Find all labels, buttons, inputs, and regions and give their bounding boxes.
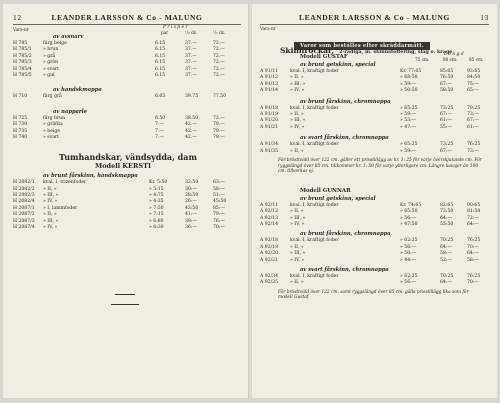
col-par: par — [161, 30, 169, 35]
price-row — [13, 135, 241, 141]
price-3: 72.— — [213, 66, 225, 72]
price-1: » 62:25 — [400, 274, 418, 280]
price-1: » 59:— — [400, 111, 417, 117]
col-dozen: ¹/₁ dz. — [213, 30, 226, 35]
description: » II, » — [290, 111, 304, 117]
price-2: 82:65 — [440, 202, 454, 208]
article-number: A 92/21 — [260, 257, 279, 263]
price-group — [260, 203, 489, 229]
article-number: A 92/12 — [260, 209, 279, 215]
price-3: 72.— — [213, 115, 225, 121]
price-1: » 47:— — [400, 124, 417, 130]
price-3: 93:65 — [467, 69, 481, 74]
price-row — [260, 258, 489, 264]
article-number: A 92/19 — [260, 244, 279, 250]
description: kval. I, kraftigt foder — [290, 202, 339, 208]
price-2: 67:— — [440, 148, 452, 154]
col-85: 85 cm. — [469, 57, 484, 62]
price-1: » 44:— — [400, 257, 417, 263]
price-2: 70:25 — [440, 274, 454, 280]
title-subtext: 2-radiga, m. skinnstoffering, slag o. krage — [339, 49, 453, 55]
price-1: 7.— — [155, 128, 164, 134]
price-3: 61:— — [467, 124, 479, 130]
right-header — [260, 12, 489, 25]
title-text: Skinnrockar, — [280, 46, 334, 55]
price-1: » 62:25 — [400, 238, 418, 244]
price-1: » 4:35 — [149, 199, 164, 205]
price-3: 79.— — [213, 128, 225, 134]
price-2: 76:50 — [440, 75, 454, 81]
price-1: 6.15 — [155, 72, 166, 78]
article-number: H 740 — [13, 134, 28, 140]
price-2: 73:25 — [440, 142, 454, 148]
article-number: H 2087/3 — [13, 218, 35, 224]
price-1: » 59:— — [400, 81, 417, 87]
price-2: 61:— — [440, 118, 452, 124]
price-row — [260, 222, 489, 228]
article-number: H 710 — [13, 94, 28, 100]
section-heading: av brunt fårskinn, chromnappa — [300, 231, 391, 238]
price-2: 85:65 — [440, 69, 454, 74]
price-1: » 50:50 — [400, 88, 418, 94]
price-3: 72.— — [213, 53, 225, 59]
article-number: A 91/20 — [260, 118, 279, 124]
price-3: 79:25 — [467, 105, 481, 111]
article-number: A 91/19 — [260, 111, 279, 117]
section-title — [13, 153, 241, 162]
price-1: » 65:25 — [400, 142, 418, 148]
model-row — [260, 54, 489, 62]
article-number: H 725 — [13, 115, 28, 121]
article-number: A 92/11 — [260, 202, 279, 208]
price-3: 45:50 — [213, 199, 227, 205]
article-number: H 785 — [13, 41, 28, 46]
price-3: 73:— — [467, 148, 479, 154]
article-number: H 735 — [13, 128, 28, 134]
separator-line — [115, 294, 135, 295]
price-3: 67:— — [467, 118, 479, 124]
price-group — [260, 274, 489, 287]
price-2: 43:50 — [185, 205, 199, 211]
price-3: 76:25 — [467, 238, 481, 244]
pricing-note: För brösttvidd över 122 cm. gäller ett prisstillägg av kr. 1: 25 för varje överskjutande cm. För ryggslängd över 85 cm. tillkommer kr. 1: 50 för varje ytterligare cm. Längre kavajer än 100 cm. tillverkas ej. — [278, 157, 482, 175]
price-group — [13, 116, 241, 142]
description: färg beige — [43, 41, 67, 46]
price-1: » 65:50 — [400, 209, 418, 215]
description: » II, » — [290, 244, 304, 250]
price-1: » 56:— — [400, 244, 417, 250]
article-number: H 2082/1 — [13, 180, 35, 186]
price-row — [260, 125, 489, 131]
col-75: 75 cm. — [415, 57, 430, 62]
price-group — [13, 180, 241, 231]
left-header — [13, 12, 241, 25]
description: färg brun — [43, 115, 66, 121]
price-1: » 65:25 — [400, 105, 418, 111]
price-3: 72.— — [213, 47, 225, 53]
col-80: 80 cm. — [443, 57, 458, 62]
description: » III, » — [290, 81, 306, 87]
description: » III, » — [290, 215, 306, 221]
section-heading: av napparle — [53, 108, 87, 115]
price-row — [260, 280, 489, 286]
price-row — [13, 94, 241, 100]
section-heading: av brunt fårskinn, chromnappa — [300, 98, 391, 105]
price-1: Kr. 74:65 — [400, 202, 422, 208]
price-2: 67:— — [440, 81, 452, 87]
model-title: Modell KERSTI — [95, 162, 151, 171]
price-3: 73:— — [467, 111, 479, 117]
banner-text: Varor som beställes efter skräddarmått. — [294, 42, 430, 50]
pricing-note: För brösttvidd över 122 cm. samt ryggslängd över 85 cm. gälla prisstillägg lika som för modell Gustaf. — [278, 289, 469, 301]
price-3: 79.— — [213, 134, 225, 140]
price-3: 76:25 — [467, 142, 481, 148]
article-number: H 2087/4 — [13, 225, 35, 231]
description: » IV, » — [290, 124, 305, 130]
price-2: 37.— — [185, 47, 197, 53]
description: » III, » — [290, 251, 306, 257]
price-1: 7.— — [155, 122, 164, 128]
price-1: 6.65 — [155, 94, 166, 100]
article-number: A 91/11 — [260, 69, 279, 74]
description: kval. I, kraftigt foder — [290, 238, 339, 244]
price-2: 73:50 — [440, 209, 454, 215]
description: » brun — [43, 47, 59, 53]
price-3: 81:50 — [467, 209, 481, 215]
article-number: A 92/18 — [260, 238, 279, 244]
price-3: 79.— — [213, 122, 225, 128]
article-number: A 91/14 — [260, 88, 279, 94]
price-2: 37.— — [185, 66, 197, 72]
price-1: » 7:50 — [149, 205, 164, 211]
article-number: H 785/3 — [13, 60, 32, 66]
price-3: 70:— — [467, 244, 479, 250]
price-1: » 56:— — [400, 280, 417, 286]
price-2: 64:— — [440, 280, 452, 286]
article-number: H 785/5 — [13, 72, 32, 78]
description: kval. I, kraftigt foder — [290, 142, 339, 148]
price-2: 42.— — [185, 128, 197, 134]
model-row — [260, 186, 489, 196]
price-2: 32:50 — [185, 180, 199, 186]
price-3: 75:— — [467, 81, 479, 87]
price-row — [260, 88, 489, 94]
title-text: Tumhandskar, vändsydda, dam — [59, 152, 197, 163]
price-2: 37.— — [185, 72, 197, 78]
article-number: H 2082/4 — [13, 199, 35, 205]
article-number: A 92/20 — [260, 251, 279, 257]
section-heading: av handskmappa — [53, 87, 102, 94]
section-heading: av brunt fårskinn, handskmappa — [43, 173, 138, 180]
description: » IV, » — [43, 225, 58, 231]
price-3: 72.— — [213, 60, 225, 66]
description: » II, » — [290, 75, 304, 81]
price-3: 63:— — [213, 180, 225, 186]
price-3: 72.— — [213, 41, 225, 46]
price-3: 76:25 — [467, 274, 481, 280]
price-2: 30:— — [185, 186, 197, 192]
description: » II, » — [290, 280, 304, 286]
description: » II, » — [290, 209, 304, 215]
col-pris: P r i s p e r — [163, 25, 188, 30]
price-2: 64:— — [440, 244, 452, 250]
article-number: A 91/35 — [260, 148, 279, 154]
left-page-number: 12 — [13, 13, 22, 22]
price-2: 70:25 — [440, 238, 454, 244]
article-number: H 2082/2 — [13, 186, 35, 192]
description: kval. I, trizenfoder — [43, 180, 87, 186]
price-3: 77.50 — [213, 94, 227, 100]
price-2: 52:— — [440, 257, 452, 263]
description: » II, » — [290, 148, 304, 154]
description: » III, » — [43, 193, 59, 199]
model-title: Modell GUNNAR — [300, 187, 351, 194]
price-2: 37.— — [185, 41, 197, 46]
price-3: 58:— — [213, 186, 225, 192]
price-3: 84:50 — [467, 75, 481, 81]
price-1: 6.15 — [155, 66, 166, 72]
price-group — [260, 142, 489, 155]
price-1: » 59:— — [400, 148, 417, 154]
section-heading: av svart fårskinn, chromnappa — [300, 135, 389, 142]
price-2: 55:— — [440, 124, 452, 130]
price-3: 72:— — [467, 215, 479, 221]
price-2: 42.— — [185, 122, 197, 128]
price-3: 58:— — [467, 257, 479, 263]
article-number: H 785/1 — [13, 47, 32, 53]
price-3: 85:— — [213, 205, 225, 211]
description: » IV, » — [43, 199, 58, 205]
price-2: 41:— — [185, 212, 197, 218]
col-artnr: Vara-nr — [260, 26, 276, 31]
price-3: 79:— — [213, 212, 225, 218]
right-column-header — [260, 26, 489, 32]
price-group — [13, 94, 241, 100]
price-2: 73:25 — [440, 105, 454, 111]
article-number: H 785/2 — [13, 53, 32, 59]
description: » grön — [43, 60, 59, 66]
description: » II, » — [43, 186, 57, 192]
price-2: 39.75 — [185, 94, 199, 100]
price-2: 58:— — [440, 251, 452, 257]
section-heading: av svart fårskinn, chromnappa — [300, 267, 389, 274]
price-group — [260, 69, 489, 95]
price-1: Kr. 77:65 — [400, 69, 422, 74]
price-2: 38.50 — [185, 115, 199, 121]
price-2: 37.— — [185, 53, 197, 59]
price-group — [13, 41, 241, 79]
price-row — [13, 225, 241, 231]
length-label: L ä n g d — [444, 52, 464, 57]
description: » IV, » — [290, 257, 305, 263]
price-1: » 6:80 — [149, 218, 164, 224]
article-number: A 91/21 — [260, 124, 279, 130]
description: » III, » — [290, 118, 306, 124]
price-2: 36:— — [185, 225, 197, 231]
article-number: A 91/13 — [260, 81, 279, 87]
description: » grå — [43, 53, 56, 59]
left-column-header — [13, 27, 241, 34]
price-2: 58:50 — [440, 88, 454, 94]
price-1: 6.15 — [155, 53, 166, 59]
price-3: 64:— — [467, 251, 479, 257]
description: » svart — [43, 134, 60, 140]
price-1: » 5:15 — [149, 186, 164, 192]
price-2: 28:50 — [185, 193, 199, 199]
price-2: 64:— — [440, 215, 452, 221]
article-number: A 91/18 — [260, 105, 279, 111]
right-page — [252, 4, 497, 398]
price-2: 26:— — [185, 199, 197, 205]
banner — [260, 32, 489, 49]
description: färg grå — [43, 94, 62, 100]
description: » II, » — [43, 212, 57, 218]
price-2: 42.— — [185, 134, 197, 140]
price-3: 51:— — [213, 193, 225, 199]
model-title: Modell GUSTAF — [300, 54, 348, 60]
article-number: H 2087/1 — [13, 205, 35, 211]
price-row — [260, 149, 489, 155]
price-1: 6.15 — [155, 47, 166, 53]
col-artnr: Vara-nr — [13, 27, 29, 32]
price-1: » 4:75 — [149, 193, 164, 199]
article-number: H 2087/2 — [13, 212, 35, 218]
description: » III, » — [43, 218, 59, 224]
price-1: » 6:30 — [149, 225, 164, 231]
article-number: A 91/12 — [260, 75, 279, 81]
price-1: » 47:50 — [400, 222, 418, 228]
description: kval. I, kraftigt foder — [290, 69, 339, 74]
description: » gräfita — [43, 122, 63, 128]
price-1: » 7:15 — [149, 212, 164, 218]
left-page — [3, 4, 249, 398]
description: » gul — [43, 72, 55, 78]
left-header-title: LEANDER LARSSON & Co - MALUNG — [51, 13, 203, 22]
article-number: A 92/35 — [260, 280, 279, 286]
article-number: H 785/4 — [13, 66, 32, 72]
price-3: 70:— — [213, 225, 225, 231]
price-1: » 68:50 — [400, 75, 418, 81]
price-3: 64:— — [467, 222, 479, 228]
price-3: 65:— — [467, 88, 479, 94]
article-number: A 91/34 — [260, 142, 279, 148]
price-1: Kr. 5:50 — [149, 180, 168, 186]
price-row — [13, 73, 241, 79]
price-2: 39:— — [185, 218, 197, 224]
price-2: 37.— — [185, 60, 197, 66]
price-1: » 53:— — [400, 118, 417, 124]
description: kval. I, kraftigt foder — [290, 105, 339, 111]
section-heading: av brunt getskinn, special — [300, 195, 376, 202]
price-1: 6.50 — [155, 115, 166, 121]
price-3: 72.— — [213, 72, 225, 78]
article-number: A 92/14 — [260, 222, 279, 228]
separator-line — [111, 304, 139, 305]
price-1: 6.15 — [155, 41, 166, 46]
description: » IV, » — [290, 222, 305, 228]
col-halfdozen: ¹/₂ dz. — [185, 30, 198, 35]
article-number: A 92/13 — [260, 215, 279, 221]
price-3: 70:— — [467, 280, 479, 286]
right-header-title: LEANDER LARSSON & Co - MALUNG — [299, 13, 450, 22]
description: » beige — [43, 128, 61, 134]
price-1: » 50:— — [400, 251, 417, 257]
price-1: 6.15 — [155, 60, 166, 66]
price-1: » 56:— — [400, 215, 417, 221]
price-1: 7.— — [155, 134, 164, 140]
section-heading: av brunt getskinn, special — [300, 62, 376, 68]
section-heading: av avsnarv — [53, 34, 84, 40]
description: » IV, » — [290, 88, 305, 94]
description: kval. I, kraftigt foder — [290, 274, 339, 280]
right-page-number: 13 — [480, 13, 489, 22]
article-number: H 2082/3 — [13, 193, 35, 199]
price-3: 90:65 — [467, 202, 481, 208]
price-2: 67:— — [440, 111, 452, 117]
article-number: A 92/34 — [260, 274, 279, 280]
description: » I, lammfoder — [43, 205, 78, 211]
article-number: H 730 — [13, 122, 28, 128]
description: » svart — [43, 66, 60, 72]
price-3: 76:— — [213, 218, 225, 224]
price-group — [260, 106, 489, 132]
price-2: 55:50 — [440, 222, 454, 228]
price-group — [260, 238, 489, 264]
